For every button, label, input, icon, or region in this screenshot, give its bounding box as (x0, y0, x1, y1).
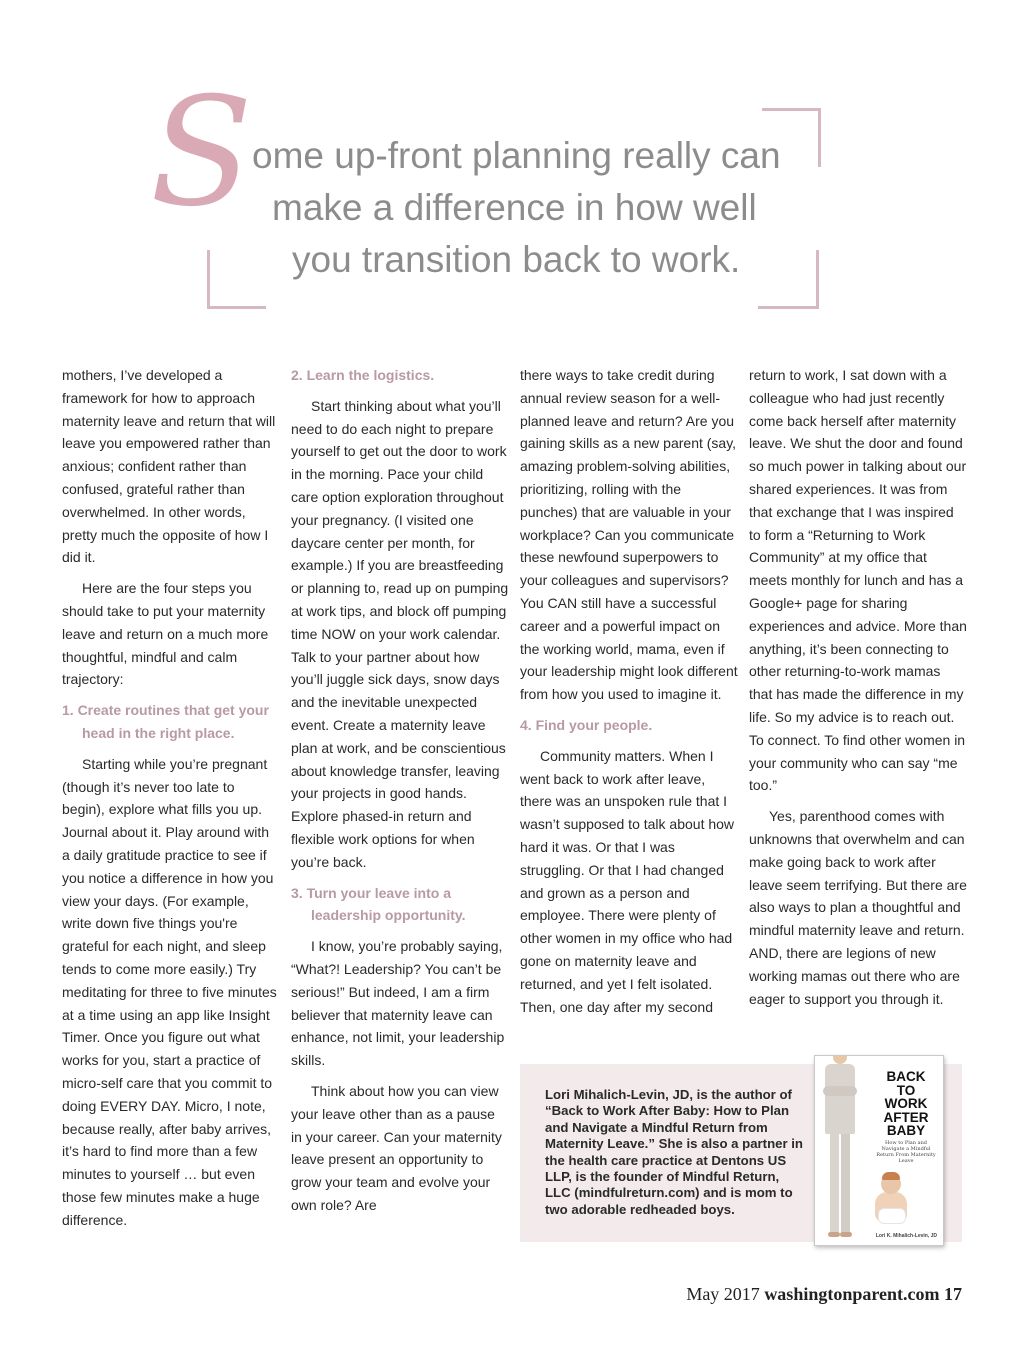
pull-quote (0, 0, 1024, 320)
article-column-1 (62, 364, 280, 1239)
drop-cap: S (150, 66, 253, 240)
author-bio-box (520, 1064, 962, 1242)
book-author: Lori K. Mihalich-Levin, JD (875, 1233, 937, 1239)
author-bio: Lori Mihalich-Levin, JD, is the author of “Back to Work After Baby: How to Plan and Navigate a Mindful Return from Maternity Leave.” She is also a partner in the health care practice at Dentons US LLP, is the founder of Mindful Return, LLC (mindfulreturn.com) and is mom to two adorable redheaded boys. (545, 1087, 803, 1217)
issue-date: May 2017 (686, 1284, 760, 1304)
book-title: BACK TO WORK AFTER BABY (883, 1069, 929, 1138)
paragraph: I know, you’re probably saying, “What?! Leadership? You can’t be serious!” But indeed, I am a firm believer that maternity leave can enhance, not limit, your leadership skills. (291, 938, 505, 1069)
step-heading-2: 2. Learn the logistics. (291, 367, 435, 383)
pull-quote-line-2: make a difference in how well (272, 187, 757, 228)
bracket-top-right (762, 108, 821, 167)
bracket-bottom-left (207, 250, 266, 309)
bracket-bottom-right (758, 250, 819, 309)
page-number: 17 (944, 1284, 962, 1304)
step-heading-1: 1. Create routines that get your head in the right place. (62, 702, 269, 741)
paragraph: Community matters. When I went back to work after leave, there was an unspoken rule that I wasn’t supposed to talk about how hard it was. Or that I was struggling. Or that I had changed and grown as a person and employee. There were plenty of other women in my office who had gone on maternity leave and returned, and yet I felt isolated. Then, one day after my second (520, 747, 735, 1015)
paragraph: there ways to take credit during annual review season for a well-planned leave and return? Are you gaining skills as a new parent (say, amazing problem-solving abilities, prioritizing, rolling with the punches) that are valuable in your workplace? Can you communicate these newfound superpowers to your colleagues and supervisors? You CAN still have a successful career and a powerful impact on the working world, mama, even if your leadership might look different from how you used to imagine it. (520, 367, 738, 703)
paragraph: return to work, I sat down with a colleague who had just recently come back herself after maternity leave. We shut the door and found so much power in talking about our shared experiences. It was from that exchange that I was inspired to form a “Returning to Work Community” at my office that meets monthly for lunch and has a Google+ page for sharing experiences and advice. More than anything, it’s been connecting to other returning-to-work mamas that has made the difference in my life. So my advice is to reach out. To connect. To find other women in your community who can say “me too.” (749, 367, 967, 794)
pull-quote-line-1: ome up-front planning really can (252, 135, 781, 176)
book-cover-image (814, 1055, 944, 1246)
pull-quote-line-3: you transition back to work. (292, 239, 741, 280)
paragraph: Yes, parenthood comes with unknowns that overwhelm and can make going back to work after leave seem terrifying. But there are also ways to plan a thoughtful and mindful maternity leave and return. AND, there are legions of new working mamas out there who are eager to support you through it. (749, 808, 967, 1007)
page-footer (686, 1284, 962, 1305)
book-subtitle: How to Plan and Navigate a Mindful Return From Maternity Leave (876, 1140, 936, 1164)
paragraph: Here are the four steps you should take to put your maternity leave and return on a much more thoughtful, mindful and calm trajectory: (62, 580, 269, 688)
article-column-3 (520, 364, 738, 1026)
step-heading-4: 4. Find your people. (520, 716, 653, 733)
paragraph: Starting while you’re pregnant (though it’s never too late to begin), explore what fills you up. Journal about it. Play around with a daily gratitude practice to see if you notice a difference in how you view your days. (For example, write down five things you're grateful for each night, and sleep tends to come more easily.) Try meditating for three to five minutes at a time using an app like Insight Timer. Once you figure out what works for you, start a practice of micro-self care that you commit to doing EVERY DAY. Micro, I note, because really, after baby arrives, it’s hard to find more than a few minutes to yourself … but even those few minutes make a huge difference. (62, 755, 277, 1228)
article-column-4 (749, 364, 967, 1018)
paragraph: mothers, I’ve developed a framework for how to approach maternity leave and return that will leave you empowered rather than anxious; confident rather than confused, grateful rather than overwhelmed. In other words, pretty much the opposite of how I did it. (62, 367, 276, 566)
step-heading-3: 3. Turn your leave into a leadership opportunity. (291, 884, 466, 924)
paragraph: Start thinking about what you’ll need to do each night to prepare yourself to get out the door to work in the morning. Pace your child care option exploration throughout your pregnancy. (I visited one daycare center per month, for example.) If you are breastfeeding or planning to, read up on pumping at work tips, and block off pumping time NOW on your work calendar. Talk to your partner about how you’ll juggle sick days, snow days and the inevitable unexpected event. Create a maternity leave plan at work, and be conscientious about knowledge transfer, leaving your projects in good hands. Explore phased-in return and flexible work options for when you’re back. (291, 397, 509, 870)
site-name: washingtonparent.com (764, 1284, 940, 1304)
article-column-2 (291, 364, 509, 1225)
paragraph: Think about how you can view your leave other than as a pause in your career. Can your maternity leave present an opportunity to grow your team and evolve your own role? Are (291, 1082, 502, 1213)
